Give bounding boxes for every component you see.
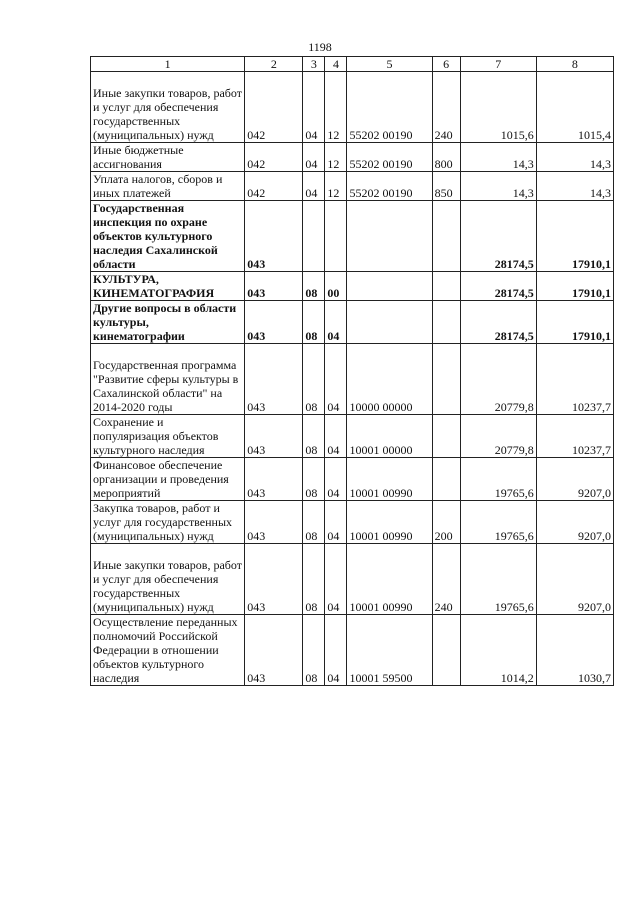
row-section-cell	[303, 201, 325, 272]
row-section-cell: 08	[303, 615, 325, 686]
table-row	[91, 344, 614, 415]
row-name-cell: Уплата налогов, сборов и иных платежей	[91, 172, 245, 201]
row-expense-type-cell	[432, 301, 460, 344]
table-row	[91, 301, 614, 344]
column-header: 4	[325, 57, 347, 72]
row-amount-cell: 1015,4	[536, 72, 613, 143]
row-amount-cell: 20779,8	[460, 344, 536, 415]
table-row	[91, 272, 614, 301]
row-code-cell: 043	[245, 501, 303, 544]
table-row	[91, 415, 614, 458]
row-section-cell: 08	[303, 458, 325, 501]
row-subsection-cell: 04	[325, 615, 347, 686]
row-expense-type-cell: 800	[432, 143, 460, 172]
row-name-cell: Осуществление переданных полномочий Российской Федерации в отношении объектов культурного наследия	[91, 615, 245, 686]
row-amount-cell: 28174,5	[460, 272, 536, 301]
table-row	[91, 615, 614, 686]
row-expense-type-cell	[432, 458, 460, 501]
row-subsection-cell: 04	[325, 415, 347, 458]
row-amount-cell: 10237,7	[536, 415, 613, 458]
row-name-cell: Финансовое обеспечение организации и проведения мероприятий	[91, 458, 245, 501]
table-row	[91, 201, 614, 272]
row-target-article-cell: 10001 59500	[347, 615, 432, 686]
column-header: 6	[432, 57, 460, 72]
row-target-article-cell: 10001 00990	[347, 544, 432, 615]
row-section-cell: 08	[303, 301, 325, 344]
row-section-cell: 08	[303, 272, 325, 301]
row-amount-cell: 1030,7	[536, 615, 613, 686]
row-expense-type-cell: 240	[432, 544, 460, 615]
row-target-article-cell	[347, 201, 432, 272]
row-subsection-cell: 12	[325, 72, 347, 143]
column-header: 5	[347, 57, 432, 72]
table-row	[91, 72, 614, 143]
row-section-cell: 08	[303, 501, 325, 544]
row-target-article-cell: 55202 00190	[347, 143, 432, 172]
row-target-article-cell: 10001 00990	[347, 458, 432, 501]
row-section-cell: 08	[303, 344, 325, 415]
row-code-cell: 043	[245, 458, 303, 501]
row-section-cell: 08	[303, 415, 325, 458]
row-amount-cell: 19765,6	[460, 544, 536, 615]
row-code-cell: 042	[245, 72, 303, 143]
row-amount-cell: 9207,0	[536, 501, 613, 544]
row-target-article-cell: 10000 00000	[347, 344, 432, 415]
row-name-cell: КУЛЬТУРА, КИНЕМАТОГРАФИЯ	[91, 272, 245, 301]
row-expense-type-cell	[432, 415, 460, 458]
row-code-cell: 043	[245, 544, 303, 615]
row-target-article-cell	[347, 301, 432, 344]
row-section-cell: 04	[303, 72, 325, 143]
row-subsection-cell: 04	[325, 301, 347, 344]
row-section-cell: 04	[303, 143, 325, 172]
column-header: 3	[303, 57, 325, 72]
row-name-cell: Иные бюджетные ассигнования	[91, 143, 245, 172]
table-row	[91, 172, 614, 201]
row-code-cell: 043	[245, 272, 303, 301]
column-header: 1	[91, 57, 245, 72]
row-expense-type-cell: 850	[432, 172, 460, 201]
row-target-article-cell	[347, 272, 432, 301]
row-code-cell: 042	[245, 143, 303, 172]
row-subsection-cell: 04	[325, 544, 347, 615]
row-expense-type-cell: 240	[432, 72, 460, 143]
row-subsection-cell: 00	[325, 272, 347, 301]
row-code-cell: 042	[245, 172, 303, 201]
row-expense-type-cell: 200	[432, 501, 460, 544]
row-target-article-cell: 10001 00000	[347, 415, 432, 458]
table-body	[91, 72, 614, 686]
row-name-cell: Сохранение и популяризация объектов культурного наследия	[91, 415, 245, 458]
row-target-article-cell: 10001 00990	[347, 501, 432, 544]
row-amount-cell: 14,3	[460, 172, 536, 201]
table-row	[91, 501, 614, 544]
column-header: 8	[536, 57, 613, 72]
row-expense-type-cell	[432, 615, 460, 686]
column-header: 7	[460, 57, 536, 72]
row-amount-cell: 20779,8	[460, 415, 536, 458]
column-header: 2	[245, 57, 303, 72]
table-row	[91, 544, 614, 615]
row-code-cell: 043	[245, 201, 303, 272]
row-amount-cell: 14,3	[536, 172, 613, 201]
row-name-cell: Государственная инспекция по охране объектов культурного наследия Сахалинской области	[91, 201, 245, 272]
row-amount-cell: 28174,5	[460, 301, 536, 344]
row-amount-cell: 9207,0	[536, 544, 613, 615]
row-code-cell: 043	[245, 615, 303, 686]
row-amount-cell: 14,3	[460, 143, 536, 172]
row-name-cell: Иные закупки товаров, работ и услуг для обеспечения государственных (муниципальных) нужд	[91, 72, 245, 143]
row-expense-type-cell	[432, 272, 460, 301]
row-amount-cell: 19765,6	[460, 458, 536, 501]
row-subsection-cell: 04	[325, 458, 347, 501]
row-target-article-cell: 55202 00190	[347, 172, 432, 201]
page-number: 1198	[308, 40, 332, 54]
row-amount-cell: 17910,1	[536, 272, 613, 301]
row-amount-cell: 1014,2	[460, 615, 536, 686]
row-amount-cell: 9207,0	[536, 458, 613, 501]
row-section-cell: 04	[303, 172, 325, 201]
row-name-cell: Другие вопросы в области культуры, кинематографии	[91, 301, 245, 344]
table-row	[91, 143, 614, 172]
row-code-cell: 043	[245, 415, 303, 458]
table-header-row	[91, 57, 614, 72]
table-row	[91, 458, 614, 501]
row-subsection-cell: 12	[325, 172, 347, 201]
row-subsection-cell: 12	[325, 143, 347, 172]
row-subsection-cell: 04	[325, 501, 347, 544]
row-amount-cell: 19765,6	[460, 501, 536, 544]
row-code-cell: 043	[245, 301, 303, 344]
row-name-cell: Государственная программа "Развитие сферы культуры в Сахалинской области" на 2014-2020 годы	[91, 344, 245, 415]
row-amount-cell: 1015,6	[460, 72, 536, 143]
row-name-cell: Закупка товаров, работ и услуг для государственных (муниципальных) нужд	[91, 501, 245, 544]
row-amount-cell: 17910,1	[536, 301, 613, 344]
row-amount-cell: 10237,7	[536, 344, 613, 415]
row-expense-type-cell	[432, 344, 460, 415]
row-target-article-cell: 55202 00190	[347, 72, 432, 143]
row-code-cell: 043	[245, 344, 303, 415]
row-subsection-cell: 04	[325, 344, 347, 415]
row-amount-cell: 14,3	[536, 143, 613, 172]
budget-table	[90, 56, 614, 686]
row-amount-cell: 17910,1	[536, 201, 613, 272]
row-name-cell: Иные закупки товаров, работ и услуг для обеспечения государственных (муниципальных) нужд	[91, 544, 245, 615]
row-section-cell: 08	[303, 544, 325, 615]
row-amount-cell: 28174,5	[460, 201, 536, 272]
row-expense-type-cell	[432, 201, 460, 272]
row-subsection-cell	[325, 201, 347, 272]
